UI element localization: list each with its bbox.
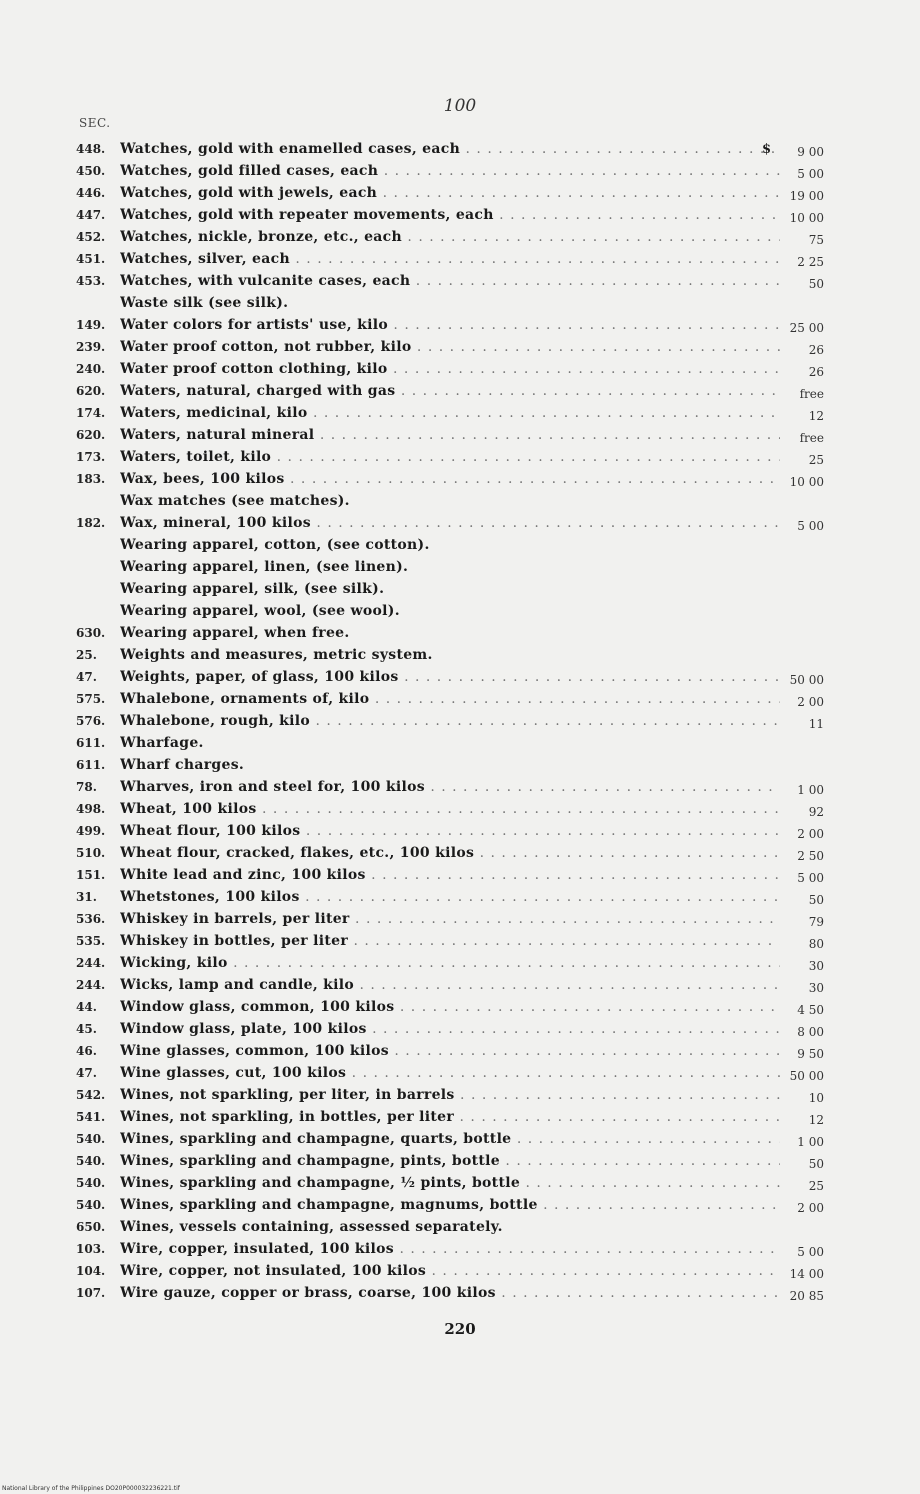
tariff-entry-row bbox=[0, 866, 920, 888]
duty-amount: 10 bbox=[808, 1091, 824, 1105]
duty-amount: 14 00 bbox=[789, 1267, 824, 1281]
tariff-entry-row bbox=[0, 1152, 920, 1174]
duty-amount: 26 bbox=[808, 365, 824, 379]
item-description: Wines, sparkling and champagne, pints, bottle . . . bbox=[120, 1153, 780, 1169]
item-description: Whiskey in barrels, per liter . . . bbox=[120, 911, 780, 927]
tariff-entry-row bbox=[0, 536, 920, 558]
tariff-entry-row bbox=[0, 162, 920, 184]
duty-amount: 12 bbox=[808, 1113, 824, 1127]
section-number: 47. bbox=[76, 1066, 97, 1080]
section-number: 620. bbox=[76, 384, 106, 398]
section-number: 244. bbox=[76, 956, 106, 970]
section-number: 540. bbox=[76, 1198, 106, 1212]
item-description: Wire, copper, insulated, 100 kilos . . . bbox=[120, 1241, 780, 1257]
tariff-entry-row bbox=[0, 404, 920, 426]
item-description: Wax, mineral, 100 kilos . . . bbox=[120, 515, 780, 531]
duty-amount: 80 bbox=[808, 937, 824, 951]
section-number: 174. bbox=[76, 406, 106, 420]
duty-amount: 19 00 bbox=[789, 189, 824, 203]
duty-amount: 5 00 bbox=[797, 871, 824, 885]
tariff-entry-row bbox=[0, 206, 920, 228]
duty-amount: 5 00 bbox=[797, 167, 824, 181]
tariff-entry-row bbox=[0, 514, 920, 536]
item-description: Wharves, iron and steel for, 100 kilos . . . bbox=[120, 779, 780, 795]
section-number: 173. bbox=[76, 450, 106, 464]
duty-amount: 2 25 bbox=[797, 255, 824, 269]
duty-amount: 11 bbox=[808, 717, 824, 731]
tariff-entry-row bbox=[0, 184, 920, 206]
duty-amount: 10 00 bbox=[789, 475, 824, 489]
section-number: 448. bbox=[76, 142, 106, 156]
tariff-entry-row bbox=[0, 448, 920, 470]
tariff-entry-row bbox=[0, 294, 920, 316]
item-description: Watches, gold with repeater movements, each . . . bbox=[120, 207, 780, 223]
item-description: Water colors for artists' use, kilo . . . bbox=[120, 317, 780, 333]
tariff-entry-row bbox=[0, 1218, 920, 1240]
item-description: Wines, sparkling and champagne, ½ pints, bottle . . . bbox=[120, 1175, 780, 1191]
section-number: 542. bbox=[76, 1088, 106, 1102]
tariff-entry-row bbox=[0, 690, 920, 712]
tariff-entry-list bbox=[0, 140, 920, 1306]
tariff-entry-row bbox=[0, 800, 920, 822]
page-number-bottom: 220 bbox=[444, 1320, 476, 1338]
duty-amount: 2 00 bbox=[797, 827, 824, 841]
section-number: 151. bbox=[76, 868, 106, 882]
item-description: Wheat, 100 kilos . . . bbox=[120, 801, 780, 817]
item-description: Window glass, common, 100 kilos . . . bbox=[120, 999, 780, 1015]
section-number: 541. bbox=[76, 1110, 106, 1124]
tariff-entry-row bbox=[0, 1174, 920, 1196]
item-description: Watches, gold with jewels, each . . . bbox=[120, 185, 780, 201]
duty-amount: 9 50 bbox=[797, 1047, 824, 1061]
tariff-entry-row bbox=[0, 602, 920, 624]
section-number: 540. bbox=[76, 1132, 106, 1146]
duty-amount: 8 00 bbox=[797, 1025, 824, 1039]
item-description: Wicking, kilo . . . bbox=[120, 955, 780, 971]
item-description: Wearing apparel, cotton, (see cotton). bbox=[120, 537, 430, 553]
duty-amount: free bbox=[799, 431, 824, 445]
item-description: Watches, silver, each . . . bbox=[120, 251, 780, 267]
tariff-entry-row bbox=[0, 1284, 920, 1306]
tariff-entry-row bbox=[0, 712, 920, 734]
section-number: 451. bbox=[76, 252, 106, 266]
tariff-entry-row bbox=[0, 1108, 920, 1130]
duty-amount: 25 bbox=[808, 453, 824, 467]
item-description: Wax, bees, 100 kilos . . . bbox=[120, 471, 780, 487]
item-description: Water proof cotton, not rubber, kilo . . . bbox=[120, 339, 780, 355]
item-description: Water proof cotton clothing, kilo . . . bbox=[120, 361, 780, 377]
item-description: Whetstones, 100 kilos . . . bbox=[120, 889, 780, 905]
section-number: 611. bbox=[76, 758, 106, 772]
duty-amount: 25 bbox=[808, 1179, 824, 1193]
duty-amount: 30 bbox=[808, 981, 824, 995]
item-description: Waters, toilet, kilo . . . bbox=[120, 449, 780, 465]
duty-amount: 9 00 bbox=[797, 145, 824, 159]
section-number: 576. bbox=[76, 714, 106, 728]
item-description: Wine glasses, common, 100 kilos . . . bbox=[120, 1043, 780, 1059]
item-description: Waters, natural mineral . . . bbox=[120, 427, 780, 443]
tariff-entry-row bbox=[0, 888, 920, 910]
duty-amount: 50 bbox=[808, 277, 824, 291]
section-number: 620. bbox=[76, 428, 106, 442]
tariff-entry-row bbox=[0, 1240, 920, 1262]
item-description: Wheat flour, cracked, flakes, etc., 100 kilos . . . bbox=[120, 845, 780, 861]
tariff-entry-row bbox=[0, 844, 920, 866]
tariff-entry-row bbox=[0, 932, 920, 954]
item-description: Wines, not sparkling, per liter, in barrels . . . bbox=[120, 1087, 780, 1103]
item-description: Wearing apparel, silk, (see silk). bbox=[120, 581, 385, 597]
tariff-entry-row bbox=[0, 426, 920, 448]
tariff-entry-row bbox=[0, 1262, 920, 1284]
item-description: Wicks, lamp and candle, kilo . . . bbox=[120, 977, 780, 993]
tariff-entry-row bbox=[0, 778, 920, 800]
item-description: Wire, copper, not insulated, 100 kilos . . . bbox=[120, 1263, 780, 1279]
item-description: Window glass, plate, 100 kilos . . . bbox=[120, 1021, 780, 1037]
item-description: Wines, sparkling and champagne, magnums, bottle . . . bbox=[120, 1197, 780, 1213]
section-number: 540. bbox=[76, 1176, 106, 1190]
item-description: Whalebone, ornaments of, kilo . . . bbox=[120, 691, 780, 707]
section-number: 182. bbox=[76, 516, 106, 530]
duty-amount: 4 50 bbox=[797, 1003, 824, 1017]
tariff-entry-row bbox=[0, 624, 920, 646]
tariff-entry-row bbox=[0, 140, 920, 162]
tariff-entry-row bbox=[0, 1130, 920, 1152]
item-description: White lead and zinc, 100 kilos . . . bbox=[120, 867, 780, 883]
item-description: Wearing apparel, linen, (see linen). bbox=[120, 559, 409, 575]
section-number: 535. bbox=[76, 934, 106, 948]
tariff-entry-row bbox=[0, 1020, 920, 1042]
section-number: 78. bbox=[76, 780, 97, 794]
item-description: Wine glasses, cut, 100 kilos . . . bbox=[120, 1065, 780, 1081]
item-description: Watches, gold with enamelled cases, each . . . bbox=[120, 141, 780, 157]
section-number: 611. bbox=[76, 736, 106, 750]
item-description: Wharf charges. bbox=[120, 757, 245, 773]
section-number: 103. bbox=[76, 1242, 106, 1256]
section-number: 450. bbox=[76, 164, 106, 178]
tariff-entry-row bbox=[0, 580, 920, 602]
section-number: 46. bbox=[76, 1044, 97, 1058]
section-number: 31. bbox=[76, 890, 97, 904]
tariff-entry-row bbox=[0, 954, 920, 976]
item-description: Wearing apparel, when free. bbox=[120, 625, 350, 641]
duty-amount: 50 00 bbox=[789, 1069, 824, 1083]
duty-amount: free bbox=[799, 387, 824, 401]
section-number: 575. bbox=[76, 692, 106, 706]
tariff-entry-row bbox=[0, 1086, 920, 1108]
item-description: Watches, gold filled cases, each . . . bbox=[120, 163, 780, 179]
tariff-entry-row bbox=[0, 492, 920, 514]
duty-amount: 2 00 bbox=[797, 1201, 824, 1215]
tariff-entry-row bbox=[0, 976, 920, 998]
section-column-heading: SEC. bbox=[79, 116, 111, 130]
section-number: 447. bbox=[76, 208, 106, 222]
tariff-entry-row bbox=[0, 998, 920, 1020]
tariff-entry-row bbox=[0, 734, 920, 756]
duty-amount: 79 bbox=[808, 915, 824, 929]
item-description: Watches, nickle, bronze, etc., each . . . bbox=[120, 229, 780, 245]
section-number: 630. bbox=[76, 626, 106, 640]
tariff-entry-row bbox=[0, 360, 920, 382]
section-number: 44. bbox=[76, 1000, 97, 1014]
duty-amount: 2 00 bbox=[797, 695, 824, 709]
duty-amount: 25 00 bbox=[789, 321, 824, 335]
section-number: 536. bbox=[76, 912, 106, 926]
section-number: 183. bbox=[76, 472, 106, 486]
tariff-entry-row bbox=[0, 250, 920, 272]
duty-amount: 2 50 bbox=[797, 849, 824, 863]
section-number: 149. bbox=[76, 318, 106, 332]
duty-amount: 1 00 bbox=[797, 1135, 824, 1149]
tariff-entry-row bbox=[0, 470, 920, 492]
duty-amount: 12 bbox=[808, 409, 824, 423]
section-number: 240. bbox=[76, 362, 106, 376]
item-description: Whalebone, rough, kilo . . . bbox=[120, 713, 780, 729]
item-description: Waters, natural, charged with gas . . . bbox=[120, 383, 780, 399]
tariff-entry-row bbox=[0, 646, 920, 668]
duty-amount: 92 bbox=[808, 805, 824, 819]
section-number: 25. bbox=[76, 648, 97, 662]
scan-credit: National Library of the Philippines DO20P000032236221.tif bbox=[2, 1485, 180, 1492]
section-number: 244. bbox=[76, 978, 106, 992]
section-number: 45. bbox=[76, 1022, 97, 1036]
section-number: 107. bbox=[76, 1286, 106, 1300]
item-description: Watches, with vulcanite cases, each . . . bbox=[120, 273, 780, 289]
duty-amount: 5 00 bbox=[797, 519, 824, 533]
tariff-entry-row bbox=[0, 910, 920, 932]
item-description: Weights and measures, metric system. bbox=[120, 647, 433, 663]
duty-amount: 5 00 bbox=[797, 1245, 824, 1259]
section-number: 104. bbox=[76, 1264, 106, 1278]
dollar-sign: $ bbox=[762, 142, 772, 157]
item-description: Wire gauze, copper or brass, coarse, 100 kilos . . . bbox=[120, 1285, 780, 1301]
tariff-entry-row bbox=[0, 1196, 920, 1218]
duty-amount: 26 bbox=[808, 343, 824, 357]
section-number: 650. bbox=[76, 1220, 106, 1234]
item-description: Wheat flour, 100 kilos . . . bbox=[120, 823, 780, 839]
tariff-entry-row bbox=[0, 668, 920, 690]
item-description: Whiskey in bottles, per liter . . . bbox=[120, 933, 780, 949]
tariff-entry-row bbox=[0, 382, 920, 404]
duty-amount: 1 00 bbox=[797, 783, 824, 797]
item-description: Wax matches (see matches). bbox=[120, 493, 350, 509]
duty-amount: 75 bbox=[808, 233, 824, 247]
duty-amount: 50 bbox=[808, 893, 824, 907]
section-number: 239. bbox=[76, 340, 106, 354]
tariff-entry-row bbox=[0, 272, 920, 294]
section-number: 510. bbox=[76, 846, 106, 860]
item-description: Weights, paper, of glass, 100 kilos . . . bbox=[120, 669, 780, 685]
item-description: Wharfage. bbox=[120, 735, 204, 751]
item-description: Wines, sparkling and champagne, quarts, bottle . . . bbox=[120, 1131, 780, 1147]
tariff-entry-row bbox=[0, 1042, 920, 1064]
section-number: 452. bbox=[76, 230, 106, 244]
item-description: Waters, medicinal, kilo . . . bbox=[120, 405, 780, 421]
item-description: Wines, vessels containing, assessed separately. bbox=[120, 1219, 503, 1235]
section-number: 540. bbox=[76, 1154, 106, 1168]
duty-amount: 50 00 bbox=[789, 673, 824, 687]
section-number: 499. bbox=[76, 824, 106, 838]
item-description: Wines, not sparkling, in bottles, per liter . . . bbox=[120, 1109, 780, 1125]
tariff-entry-row bbox=[0, 756, 920, 778]
item-description: Waste silk (see silk). bbox=[120, 295, 289, 311]
section-number: 498. bbox=[76, 802, 106, 816]
tariff-entry-row bbox=[0, 338, 920, 360]
duty-amount: 20 85 bbox=[789, 1289, 824, 1303]
page-number-top: 100 bbox=[443, 96, 477, 116]
item-description: Wearing apparel, wool, (see wool). bbox=[120, 603, 400, 619]
tariff-entry-row bbox=[0, 228, 920, 250]
tariff-entry-row bbox=[0, 316, 920, 338]
section-number: 47. bbox=[76, 670, 97, 684]
tariff-entry-row bbox=[0, 822, 920, 844]
tariff-entry-row bbox=[0, 1064, 920, 1086]
section-number: 446. bbox=[76, 186, 106, 200]
duty-amount: 30 bbox=[808, 959, 824, 973]
duty-amount: 50 bbox=[808, 1157, 824, 1171]
tariff-entry-row bbox=[0, 558, 920, 580]
section-number: 453. bbox=[76, 274, 106, 288]
duty-amount: 10 00 bbox=[789, 211, 824, 225]
